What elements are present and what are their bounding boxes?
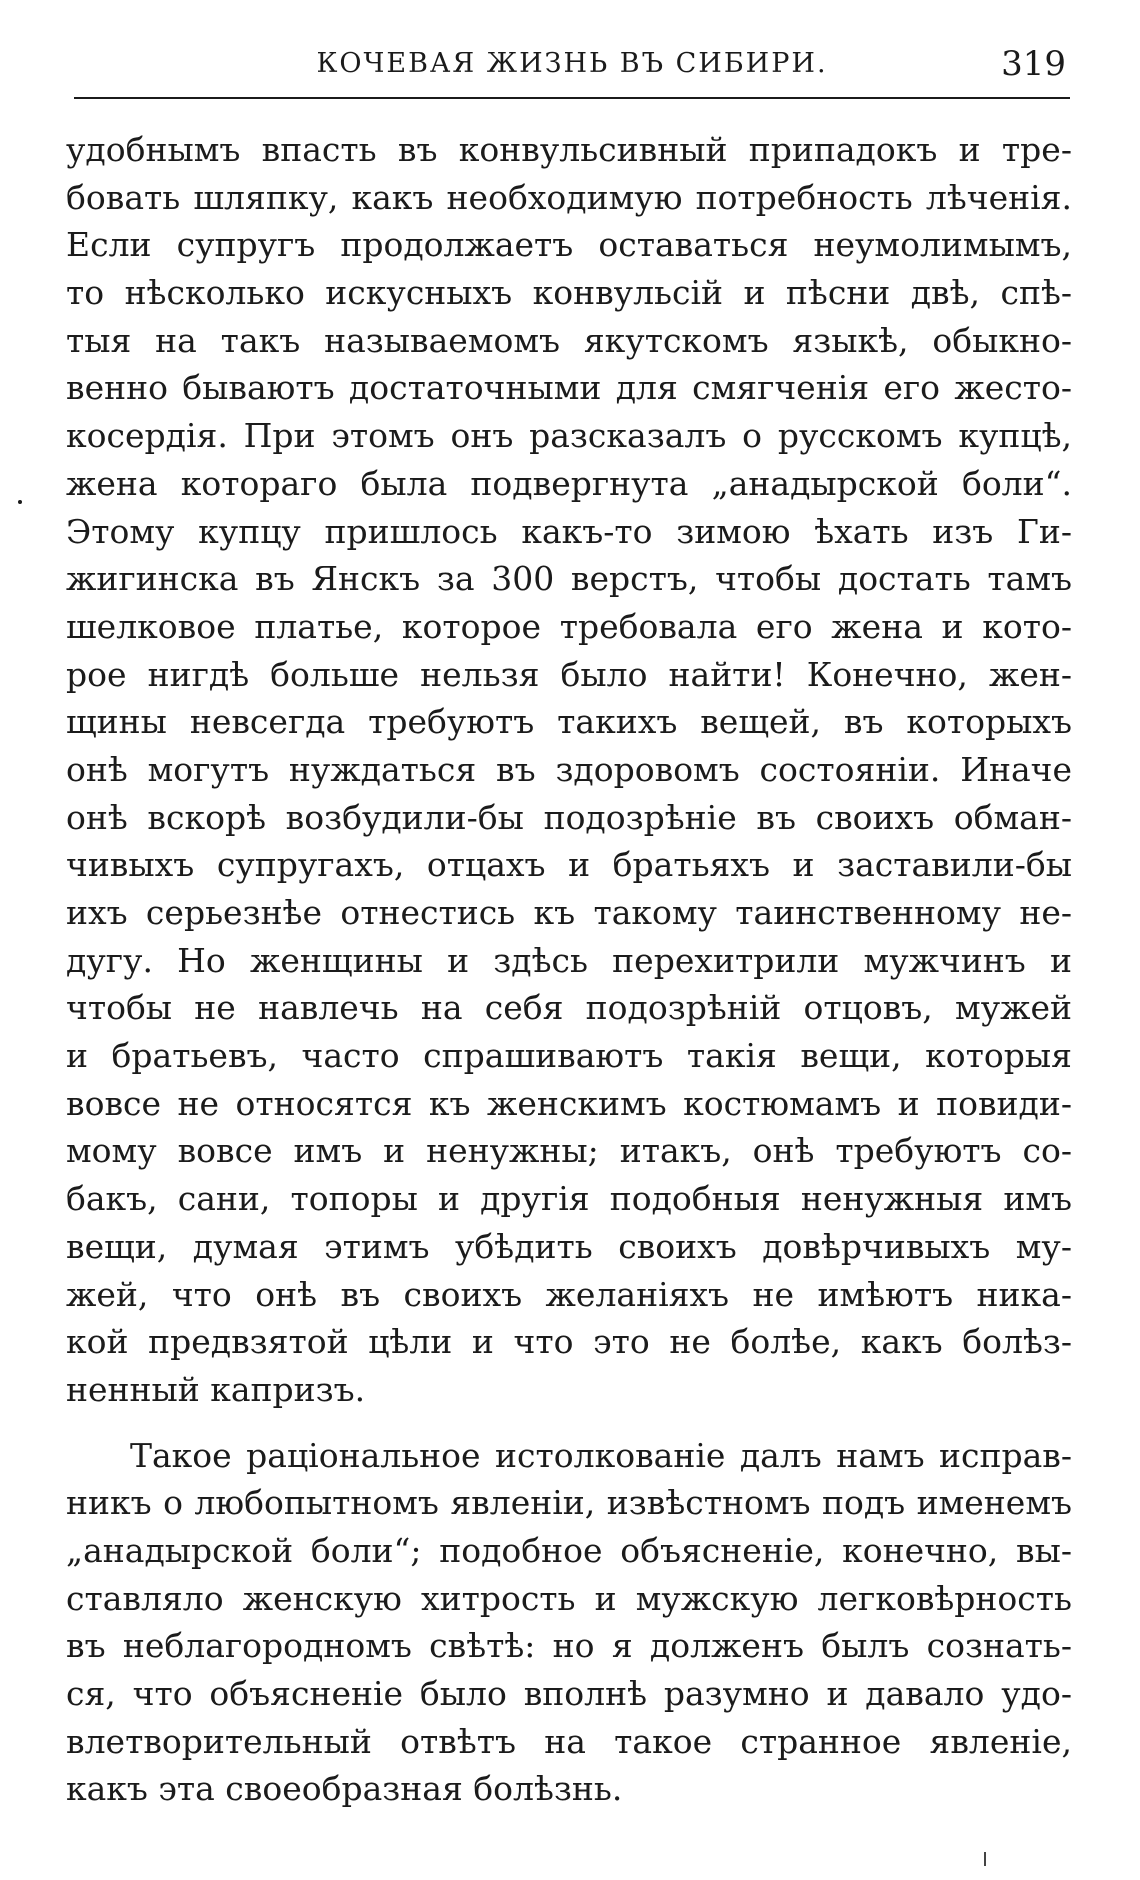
body-text (66, 126, 1072, 1813)
text-line: жена котораго была подвергнута „анадырской боли“. (66, 463, 1072, 503)
paragraph-2 (66, 1432, 1072, 1814)
text-line: дугу. Но женщины и здѣсь перехитрили мужчинъ и (66, 940, 1072, 980)
text-line: и братьевъ, часто спрашиваютъ такія вещи, которыя (66, 1036, 1072, 1076)
text-line: Такое раціональное истолкованіе далъ намъ исправ- (130, 1435, 1072, 1475)
page-number: 319 (1001, 44, 1066, 84)
text-line: тыя на такъ называемомъ якутскомъ языкѣ, обыкно- (66, 320, 1072, 360)
text-line: кой предвзятой цѣли и что это не болѣе, какъ болѣз- (66, 1322, 1072, 1362)
text-line: никъ о любопытномъ явленіи, извѣстномъ подъ именемъ (66, 1483, 1072, 1523)
text-line: бакъ, сани, топоры и другія подобныя ненужныя имъ (66, 1179, 1072, 1219)
text-line: въ неблагородномъ свѣтѣ: но я долженъ былъ сознать- (66, 1626, 1072, 1666)
paragraph-gap (66, 1414, 1072, 1432)
text-line: мому вовсе имъ и ненужны; итакъ, онѣ требуютъ со- (66, 1131, 1072, 1171)
text-line: жигинска въ Янскъ за 300 верстъ, чтобы достать тамъ (66, 559, 1072, 599)
text-line: бовать шляпку, какъ необходимую потребность лѣченія. (66, 177, 1072, 217)
text-line: чивыхъ супругахъ, отцахъ и братьяхъ и заставили-бы (66, 845, 1072, 885)
margin-speck (18, 500, 22, 504)
text-line: „анадырской боли“; подобное объясненіе, конечно, вы- (66, 1530, 1072, 1570)
paragraph-1 (66, 126, 1072, 1414)
running-header (74, 44, 1070, 96)
text-line: жей, что онѣ въ своихъ желаніяхъ не имѣютъ ника- (66, 1274, 1072, 1314)
text-line: вещи, думая этимъ убѣдить своихъ довѣрчивыхъ му- (66, 1226, 1072, 1266)
text-line: удобнымъ впасть въ конвульсивный припадокъ и тре- (66, 130, 1072, 169)
text-line: какъ эта своеобразная болѣзнь. (66, 1769, 623, 1809)
text-line: щины невсегда требуютъ такихъ вещей, въ которыхъ (66, 702, 1072, 742)
header-rule (74, 97, 1070, 99)
text-line: онѣ вскорѣ возбудили-бы подозрѣніе въ своихъ обман- (66, 797, 1072, 837)
text-line: венно бываютъ достаточными для смягченія его жесто- (66, 368, 1072, 408)
stray-print-mark (984, 1852, 986, 1866)
text-line: онѣ могутъ нуждаться въ здоровомъ состояніи. Иначе (66, 749, 1072, 789)
text-line: Этому купцу пришлось какъ-то зимою ѣхать изъ Ги- (66, 511, 1072, 551)
text-line: то нѣсколько искусныхъ конвульсій и пѣсни двѣ, спѣ- (66, 273, 1072, 313)
text-line: косердія. При этомъ онъ разсказалъ о русскомъ купцѣ, (66, 416, 1072, 456)
text-line: ненный капризъ. (66, 1369, 366, 1409)
text-line: вовсе не относятся къ женскимъ костюмамъ и повиди- (66, 1083, 1072, 1123)
text-line: рое нигдѣ больше нельзя было найти! Конечно, жен- (66, 654, 1072, 694)
text-line: ся, что объясненіе было вполнѣ разумно и давало удо- (66, 1674, 1072, 1713)
text-line: шелковое платье, которое требовала его жена и кото- (66, 606, 1072, 646)
running-title: КОЧЕВАЯ ЖИЗНЬ ВЪ СИБИРИ. (316, 48, 828, 79)
text-line: ихъ серьезнѣе отнестись къ такому таинственному не- (66, 893, 1072, 932)
text-line: влетворительный отвѣтъ на такое странное явленіе, (66, 1721, 1072, 1761)
text-line: чтобы не навлечь на себя подозрѣній отцовъ, мужей (66, 988, 1072, 1028)
text-line: ставляло женскую хитрость и мужскую легковѣрность (66, 1578, 1072, 1618)
text-line: Если супругъ продолжаетъ оставаться неумолимымъ, (66, 225, 1072, 265)
